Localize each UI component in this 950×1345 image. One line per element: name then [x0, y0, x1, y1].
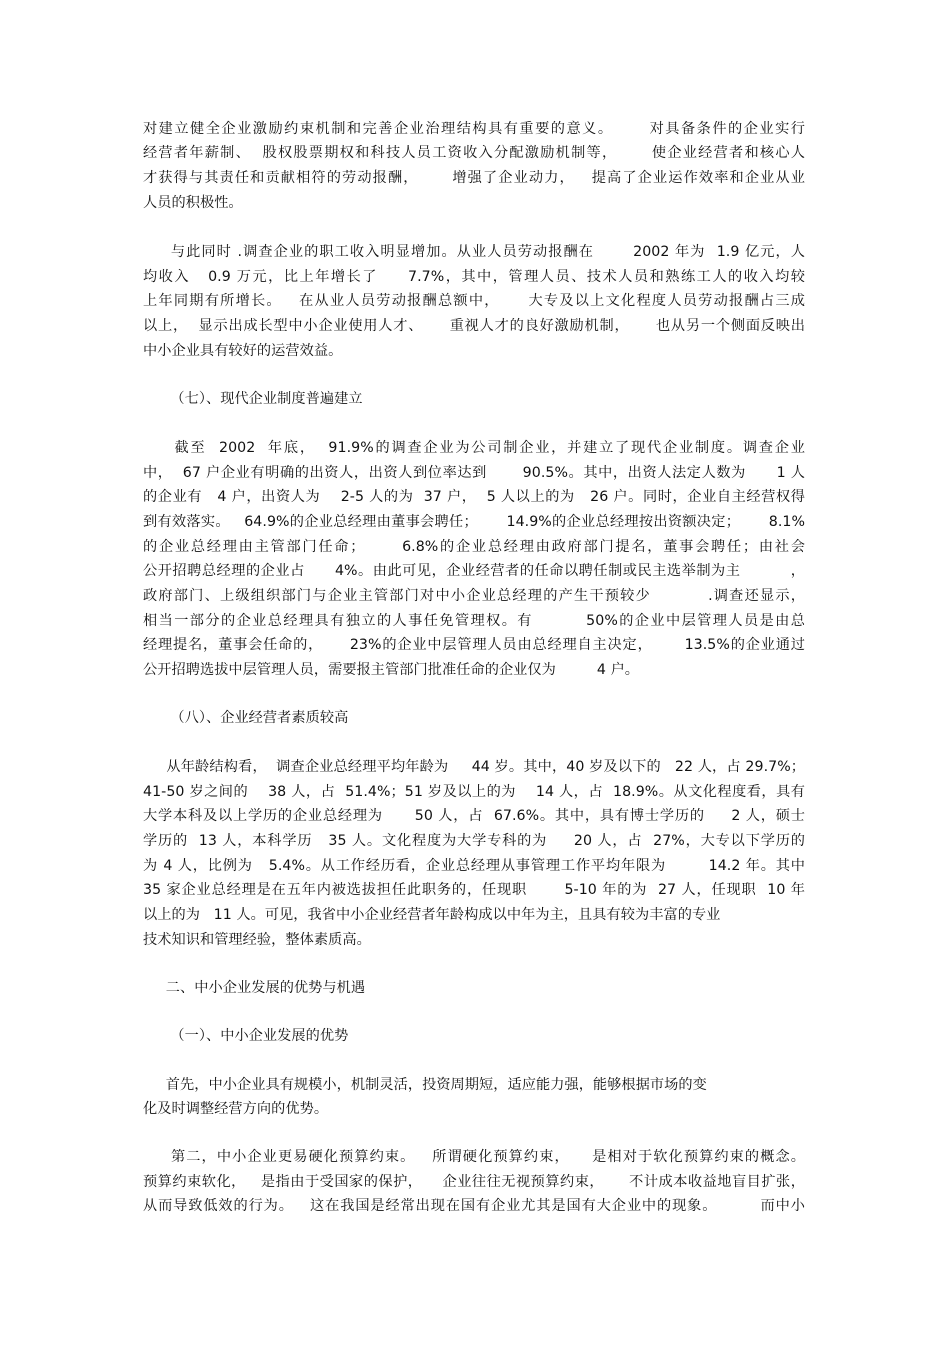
text-line: 大学本科及以上学历的企业总经理为 50 人，占 67.6%。其中，具有博士学历的 2 人，硕士 — [143, 808, 805, 824]
text-line: 与此同时 .调查企业的职工收入明显增加。从业人员劳动报酬在 2002 年为 1.9 亿元，人 — [143, 244, 805, 260]
text-line: 首先，中小企业具有规模小，机制灵活，投资周期短，适应能力强，能够根据市场的变 — [143, 1077, 707, 1093]
text-line: 从而导致低效的行为。 这在我国是经常出现在国有企业尤其是国有大企业中的现象。 而中小 — [143, 1198, 805, 1214]
text-line: 相当一部分的企业总经理具有独立的人事任免管理权。有 50%的企业中层管理人员是由总 — [143, 613, 805, 629]
text-line: 公开招聘总经理的企业占 4%。由此可见，企业经营者的任命以聘任制或民主选举制为主 ， — [143, 563, 805, 579]
text-line: 化及时调整经营方向的优势。 — [143, 1101, 329, 1117]
text-line: 均收入 0.9 万元，比上年增长了 7.7%，其中，管理人员、技术人员和熟练工人的收入均较 — [143, 269, 805, 285]
text-line: 到有效落实。 64.9%的企业总经理由董事会聘任； 14.9%的企业总经理按出资额决定； 8.1% — [143, 514, 805, 530]
section-heading: （一）、中小企业发展的优势 — [143, 1028, 349, 1044]
text-line: 从年龄结构看， 调查企业总经理平均年龄为 44 岁。其中，40 岁及以下的 22 人，占 29.7%； — [143, 759, 805, 775]
text-line: 经理提名，董事会任命的， 23%的企业中层管理人员由总经理自主决定， 13.5%的企业通过 — [143, 637, 805, 653]
text-line: 中， 67 户企业有明确的出资人，出资人到位率达到 90.5%。其中，出资人法定人数为 1 人 — [143, 465, 805, 481]
text-line: 35 家企业总经理是在五年内被选拔担任此职务的，任现职 5-10 年的为 27 人，任现职 10 年 — [143, 882, 805, 898]
text-line: 以上的为 11 人。可见，我省中小企业经营者年龄构成以中年为主，且具有较为丰富的专业 — [143, 907, 721, 923]
text-line: 政府部门、上级组织部门与企业主管部门对中小企业总经理的产生干预较少 .调查还显示， — [143, 588, 805, 604]
text-line: 截至 2002 年底， 91.9%的调查企业为公司制企业，并建立了现代企业制度。调查企业 — [143, 440, 805, 456]
text-line: 上年同期有所增长。 在从业人员劳动报酬总额中， 大专及以上文化程度人员劳动报酬占三成 — [143, 293, 805, 309]
section-heading: 二、中小企业发展的优势与机遇 — [143, 980, 366, 996]
text-line: 技术知识和管理经验，整体素质高。 — [143, 932, 371, 948]
text-line: 公开招聘选拔中层管理人员，需要报主管部门批准任命的企业仅为 4 户。 — [143, 662, 640, 678]
text-line: 预算约束软化， 是指由于受国家的保护， 企业往往无视预算约束， 不计成本收益地盲目扩张， — [143, 1174, 805, 1190]
text-line: 经营者年薪制、 股权股票期权和科技人员工资收入分配激励机制等， 使企业经营者和核心人 — [143, 145, 805, 161]
text-line: 人员的积极性。 — [143, 195, 243, 211]
section-heading: （八）、企业经营者素质较高 — [143, 710, 349, 726]
text-line: 第二，中小企业更易硬化预算约束。 所谓硬化预算约束， 是相对于软化预算约束的概念。 — [143, 1149, 805, 1165]
text-line: 为 4 人，比例为 5.4%。从工作经历看，企业总经理从事管理工作平均年限为 14.2 年。其中 — [143, 858, 805, 874]
text-line: 才获得与其责任和贡献相符的劳动报酬， 增强了企业动力， 提高了企业运作效率和企业从业 — [143, 170, 805, 186]
text-line: 以上， 显示出成长型中小企业使用人才、 重视人才的良好激励机制， 也从另一个侧面反映出 — [143, 318, 805, 334]
text-line: 的企业总经理由主管部门任命； 6.8%的企业总经理由政府部门提名，董事会聘任；由社会 — [143, 539, 805, 555]
section-heading: （七）、现代企业制度普遍建立 — [143, 391, 363, 407]
text-line: 的企业有 4 户，出资人为 2-5 人的为 37 户， 5 人以上的为 26 户。同时，企业自主经营权得 — [143, 489, 805, 505]
text-line: 对建立健全企业激励约束机制和完善企业治理结构具有重要的意义。 对具备条件的企业实行 — [143, 121, 805, 137]
text-line: 41-50 岁之间的 38 人，占 51.4%；51 岁及以上的为 14 人，占 18.9%。从文化程度看，具有 — [143, 784, 805, 800]
text-line: 学历的 13 人，本科学历 35 人。文化程度为大学专科的为 20 人，占 27%，大专以下学历的 — [143, 833, 805, 849]
text-line: 中小企业具有较好的运营效益。 — [143, 343, 343, 359]
